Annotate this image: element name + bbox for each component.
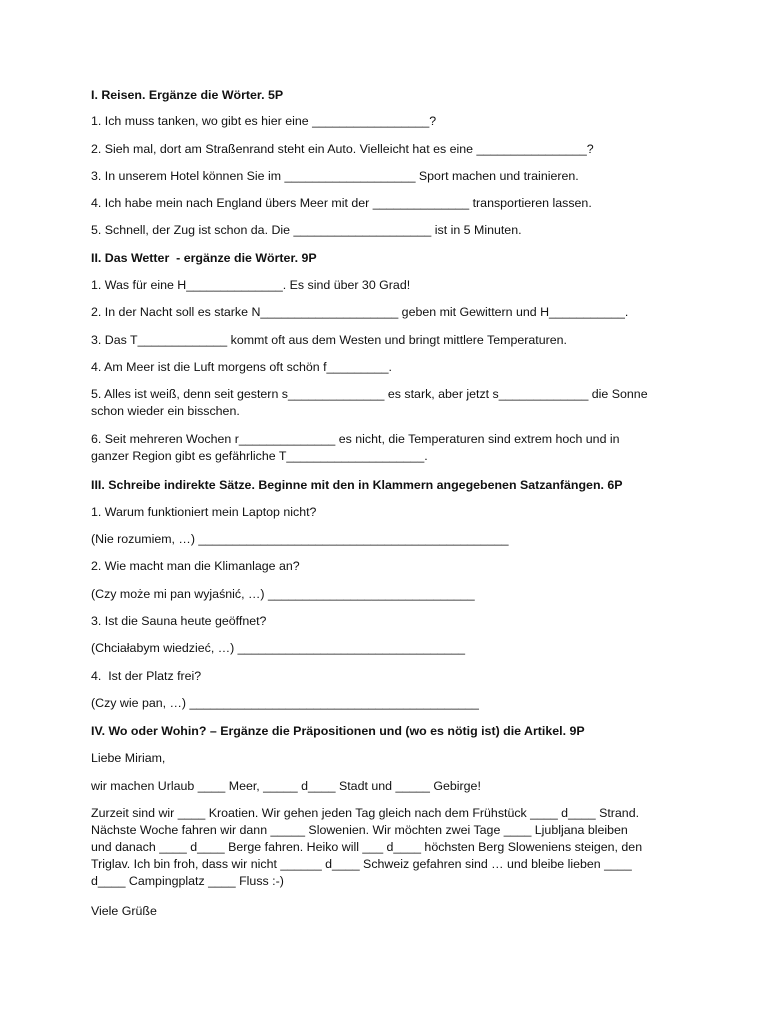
letter-salutation: Liebe Miriam, <box>91 751 166 765</box>
section-3-question-4: 4. Ist der Platz frei? <box>91 669 202 683</box>
letter-paragraph: Zurzeit sind wir ____ Kroatien. Wir gehen jeden Tag gleich nach dem Frühstück ____ d____ Strand. Nächste Woche fahren wir dann _____ Slowenien. Wir möchten zwei Tage ____ Ljubljana bleiben und danach ____ d____ Berge fahren. Heiko will ___ d____ höchsten Berg Sloweniens steigen, den Triglav. Ich bin froh, dass wir nicht ______ d____ Schweiz gefahren sind … und bleibe lieben ____ d____ Campingplatz ____ Fluss :-) <box>91 806 643 888</box>
section-3-answer-2: (Czy może mi pan wyjaśnić, …) ______________________________ <box>91 587 475 601</box>
section-1-item-5: 5. Schnell, der Zug ist schon da. Die ____________________ ist in 5 Minuten. <box>91 223 522 237</box>
section-4-heading: IV. Wo oder Wohin? – Ergänze die Präpositionen und (wo es nötig ist) die Artikel. 9P <box>91 724 585 738</box>
letter-closing: Viele Grüße <box>91 904 157 918</box>
section-2-item-5: 5. Alles ist weiß, denn seit gestern s______________ es stark, aber jetzt s_____________ die Sonne schon wieder ein bisschen. <box>91 387 648 418</box>
letter-line-1: wir machen Urlaub ____ Meer, _____ d____ Stadt und _____ Gebirge! <box>91 779 481 793</box>
section-1-item-2: 2. Sieh mal, dort am Straßenrand steht ein Auto. Vielleicht hat es eine ________________? <box>91 142 594 156</box>
section-2-item-3: 3. Das T_____________ kommt oft aus dem Westen und bringt mittlere Temperaturen. <box>91 333 567 347</box>
section-3-answer-4: (Czy wie pan, …) __________________________________________ <box>91 696 479 710</box>
section-2-item-1: 1. Was für eine H______________. Es sind über 30 Grad! <box>91 278 411 292</box>
section-3-question-1: 1. Warum funktioniert mein Laptop nicht? <box>91 505 317 519</box>
section-1-item-4: 4. Ich habe mein nach England übers Meer mit der ______________ transportieren lassen. <box>91 196 592 210</box>
section-2-item-4: 4. Am Meer ist die Luft morgens oft schön f_________. <box>91 360 392 374</box>
section-3-question-2: 2. Wie macht man die Klimanlage an? <box>91 559 300 573</box>
section-2-heading: II. Das Wetter - ergänze die Wörter. 9P <box>91 251 317 265</box>
section-1-item-3: 3. In unserem Hotel können Sie im ___________________ Sport machen und trainieren. <box>91 169 579 183</box>
section-3-heading: III. Schreibe indirekte Sätze. Beginne mit den in Klammern angegebenen Satzanfängen. 6P <box>91 478 623 492</box>
section-3-question-3: 3. Ist die Sauna heute geöffnet? <box>91 614 267 628</box>
section-2-item-2: 2. In der Nacht soll es starke N____________________ geben mit Gewittern und H___________. <box>91 305 629 319</box>
section-2-item-6: 6. Seit mehreren Wochen r______________ es nicht, die Temperaturen sind extrem hoch und in ganzer Region gibt es gefährliche T____________________. <box>91 432 620 463</box>
section-3-answer-3: (Chciałabym wiedzieć, …) _________________________________ <box>91 641 466 655</box>
section-1-item-1: 1. Ich muss tanken, wo gibt es hier eine _________________? <box>91 114 437 128</box>
section-1-heading: I. Reisen. Ergänze die Wörter. 5P <box>91 88 284 102</box>
section-3-answer-1: (Nie rozumiem, …) _____________________________________________ <box>91 532 509 546</box>
